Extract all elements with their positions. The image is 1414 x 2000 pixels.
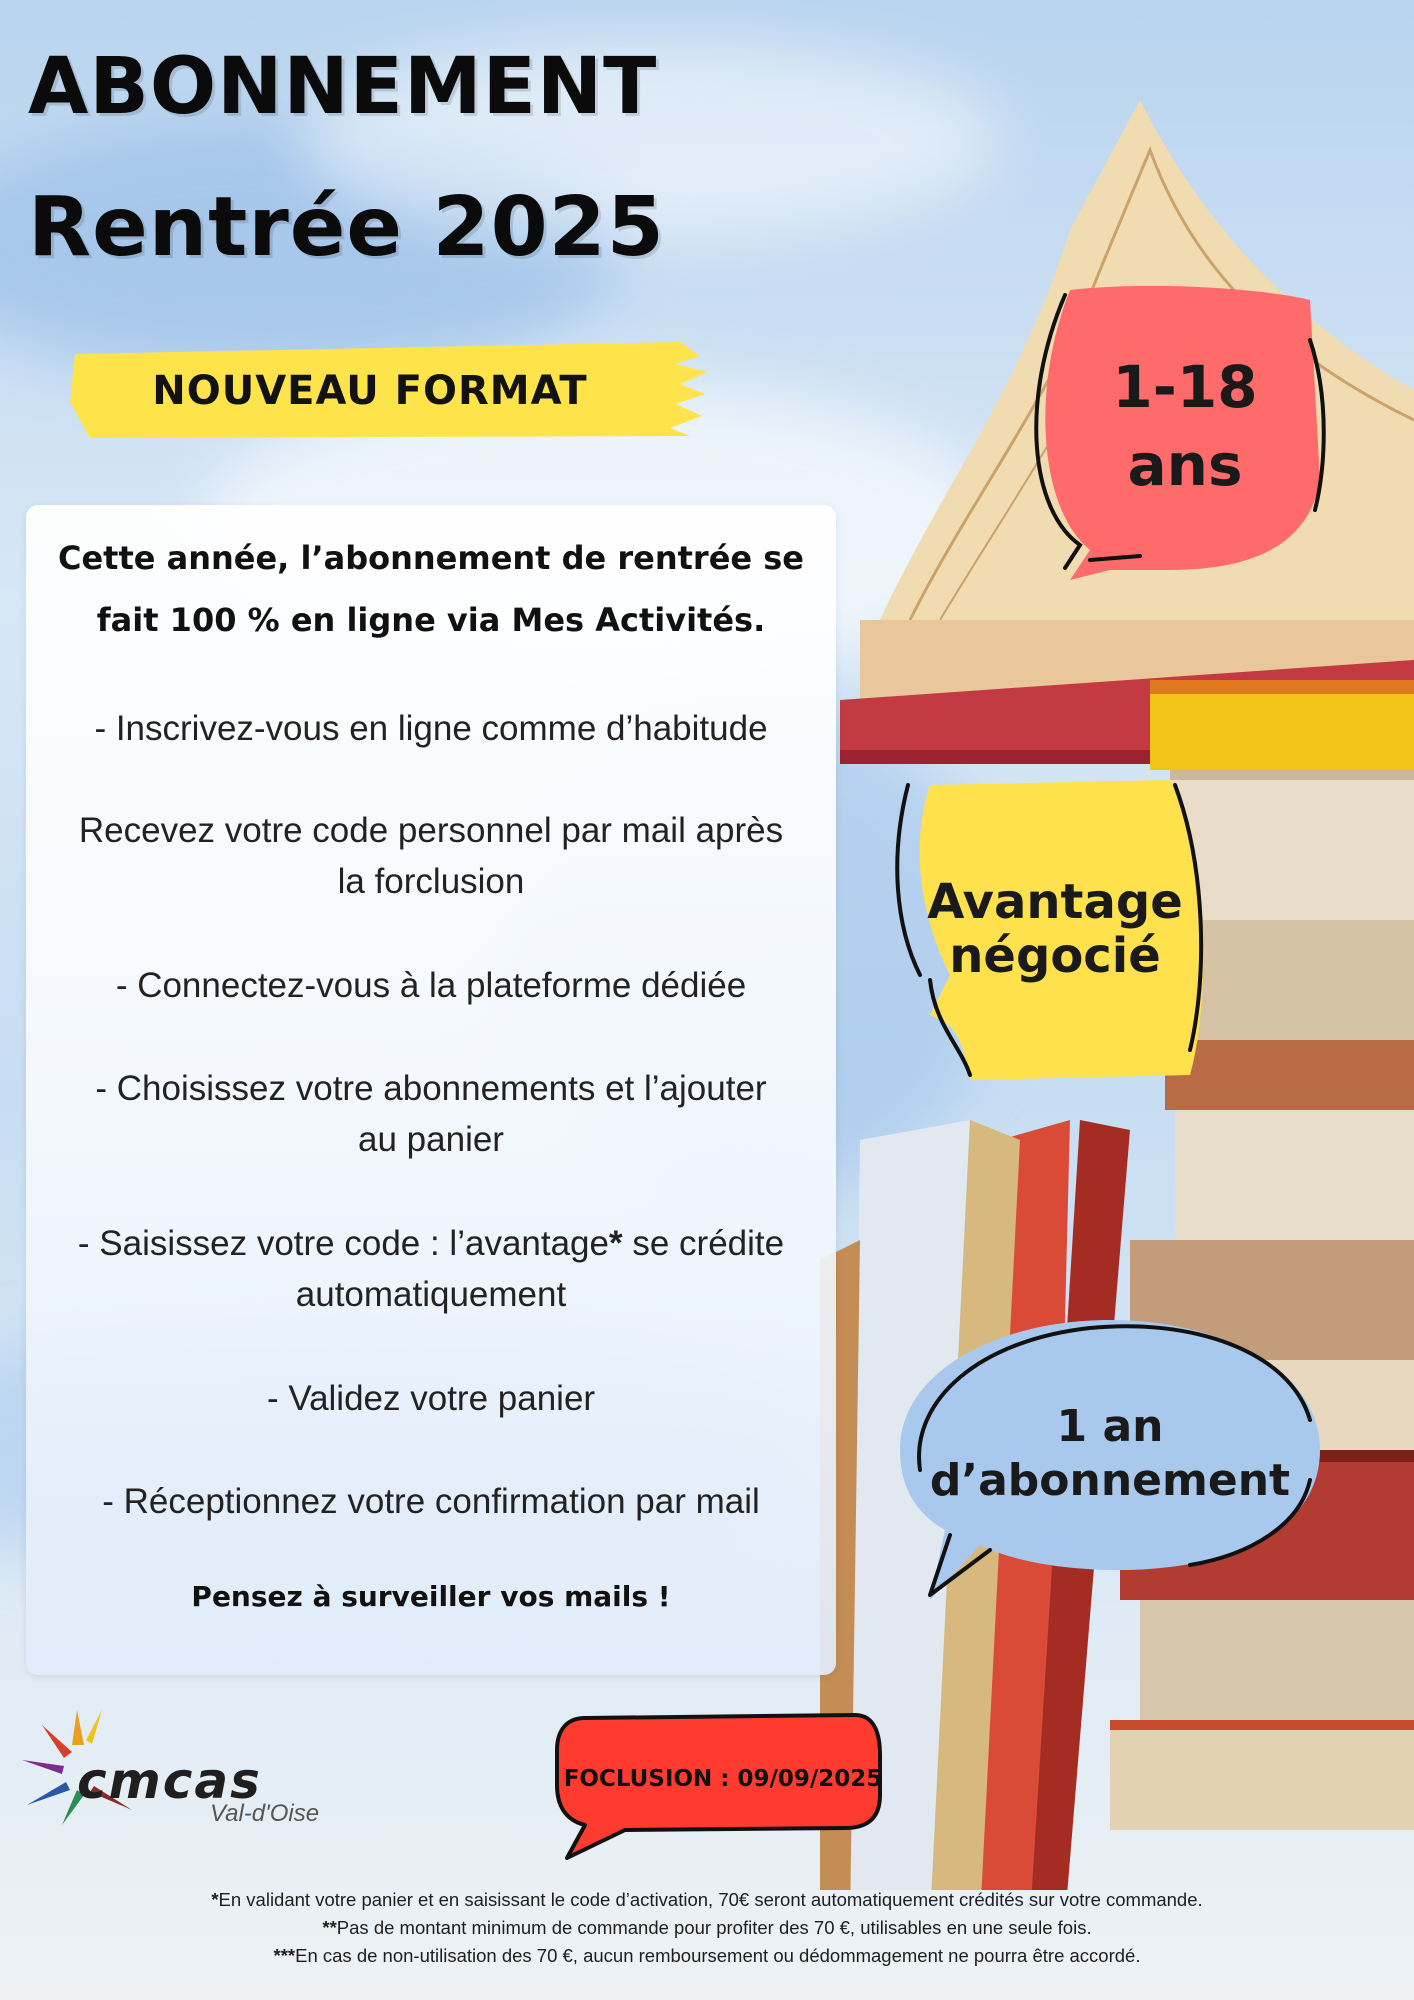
age-bubble <box>1010 280 1340 580</box>
age-unit: ans <box>1127 431 1243 499</box>
step-text: se crédite <box>622 1224 785 1263</box>
step-line: - Réceptionnez votre confirmation par mail <box>102 1482 760 1521</box>
intro-line: Cette année, l’abonnement de rentrée se <box>57 539 804 577</box>
step-item <box>46 805 816 907</box>
step-line: - Validez votre panier <box>266 1379 596 1418</box>
footnote-line <box>60 1914 1354 1942</box>
new-format-badge <box>70 342 710 440</box>
step-line: au panier <box>358 1120 504 1159</box>
reminder-text: Pensez à surveiller vos mails ! <box>191 1580 671 1613</box>
page-subtitle: Rentrée 2025 <box>28 180 665 275</box>
page-title: ABONNEMENT <box>28 42 658 132</box>
step-item <box>46 1476 816 1527</box>
logo-name: cmcas <box>77 1752 262 1810</box>
footnote-marker: *** <box>273 1945 296 1966</box>
intro-text <box>46 527 816 651</box>
step-line: Recevez votre code personnel par mail après <box>78 811 784 850</box>
intro-line: fait 100 % en ligne via Mes Activités. <box>96 601 766 639</box>
duration-line: 1 an <box>1056 1401 1164 1452</box>
footnote-text: En cas de non-utilisation des 70 €, aucun remboursement ou dédommagement ne pourra être accordé. <box>295 1945 1141 1966</box>
footnote-line <box>60 1942 1354 1970</box>
logo-region: Val-d'Oise <box>210 1800 320 1827</box>
advantage-line: Avantage <box>927 874 1183 930</box>
step-item <box>46 1218 816 1320</box>
step-line: la forclusion <box>337 862 525 901</box>
footnote-text: Pas de montant minimum de commande pour profiter des 70 €, utilisables en une seule fois. <box>336 1917 1092 1938</box>
advantage-bubble-text <box>910 875 1200 983</box>
duration-line: d’abonnement <box>929 1455 1291 1506</box>
footnote-text: En validant votre panier et en saisissant le code d’activation, 70€ seront automatiquement crédités sur votre commande. <box>218 1889 1203 1910</box>
new-format-label: NOUVEAU FORMAT <box>152 368 588 414</box>
step-text: - Saisissez votre code : l’avantage <box>77 1224 609 1263</box>
step-item <box>46 703 816 754</box>
step-item <box>46 1063 816 1165</box>
deadline-bubble <box>545 1710 885 1860</box>
footnotes <box>60 1886 1354 1970</box>
deadline-label: FOCLUSION : 09/09/2025 <box>563 1766 883 1792</box>
footnote-marker: * <box>609 1224 623 1263</box>
advantage-line: négocié <box>949 928 1161 984</box>
step-line: - Choisissez votre abonnements et l’ajouter <box>95 1069 767 1108</box>
footnote-line <box>60 1886 1354 1914</box>
age-range: 1-18 <box>1112 353 1258 421</box>
step-item <box>46 1373 816 1424</box>
age-bubble-text <box>1065 348 1305 504</box>
footnote-marker: * <box>211 1889 219 1910</box>
duration-bubble <box>890 1310 1330 1610</box>
step-line <box>46 1218 816 1269</box>
cmcas-logo <box>22 1700 342 1830</box>
footnote-marker: ** <box>322 1917 337 1938</box>
advantage-bubble <box>890 775 1220 1085</box>
duration-bubble-text <box>910 1400 1310 1508</box>
step-line: - Connectez-vous à la plateforme dédiée <box>115 966 747 1005</box>
instructions-card <box>26 505 836 1675</box>
step-item <box>46 960 816 1011</box>
step-line: automatiquement <box>295 1275 567 1314</box>
step-line: - Inscrivez-vous en ligne comme d’habitude <box>94 709 768 748</box>
